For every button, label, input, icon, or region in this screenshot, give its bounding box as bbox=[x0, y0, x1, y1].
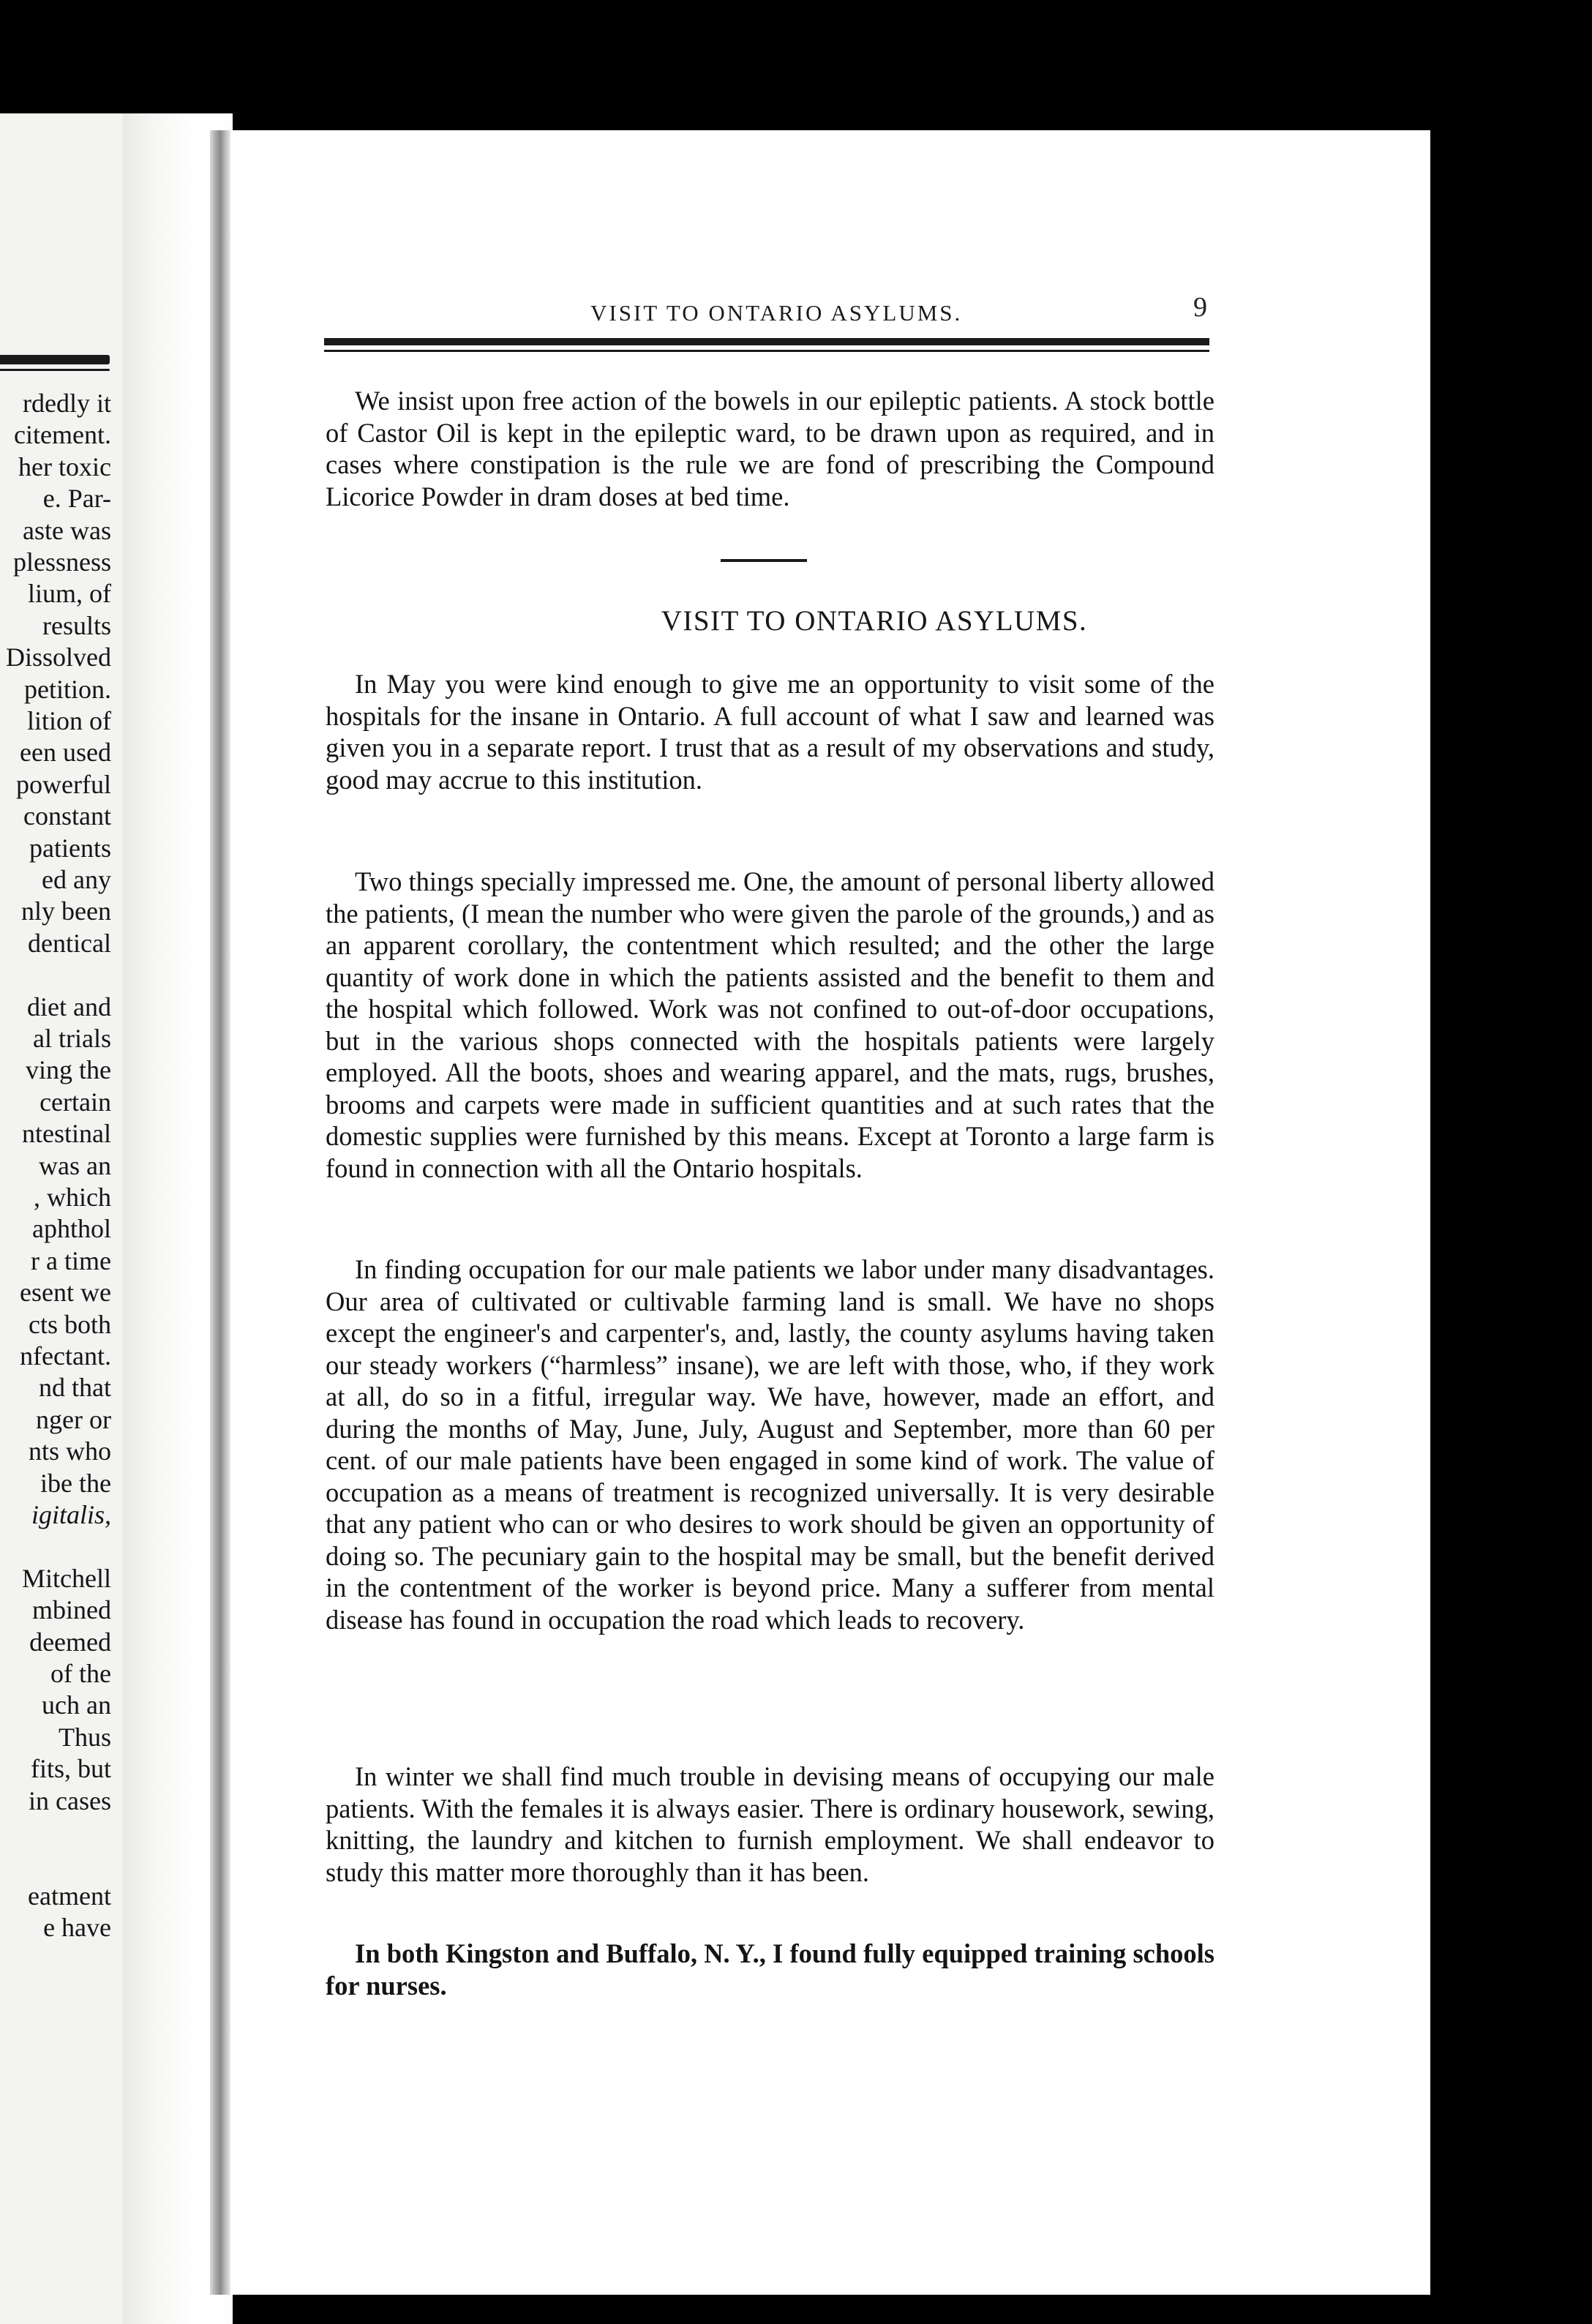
intro-paragraph: We insist upon free action of the bowels in our epileptic patients. A stock bottle of Castor Oil is kept in the epileptic ward, to be drawn upon as required, and in cases where constipation is the rule we are fond of prescribing the Compound Licorice Powder in dram doses at bed time. bbox=[326, 386, 1214, 511]
facing-page-line: uch an bbox=[42, 1690, 111, 1720]
paragraph-block-5 bbox=[326, 1938, 1214, 2001]
article-paragraph: In both Kingston and Buffalo, N. Y., I found fully equipped training schools for nurses. bbox=[326, 1938, 1214, 2001]
facing-page-line: lition of bbox=[27, 706, 111, 735]
section-heading: VISIT TO ONTARIO ASYLUMS. bbox=[661, 605, 1088, 637]
article-paragraph: In winter we shall find much trouble in devising means of occupying our male patients. With the females it is always easier. There is ordinary housework, sewing, knitting, the laundry and kitchen to furnish employment. We shall endeavor to study this matter more thoroughly than it has been. bbox=[326, 1761, 1214, 1887]
facing-page-line: was an bbox=[39, 1150, 111, 1180]
running-head-title: VISIT TO ONTARIO ASYLUMS. bbox=[590, 300, 963, 326]
facing-page-line: een used bbox=[20, 738, 111, 768]
facing-page-line: Dissolved bbox=[6, 642, 111, 672]
paragraph-block-4 bbox=[326, 1761, 1214, 1888]
facing-page-line: ntestinal bbox=[22, 1119, 111, 1149]
facing-page-line: esent we bbox=[20, 1278, 111, 1308]
facing-page-line: lium, of bbox=[28, 579, 111, 609]
facing-page-line: igitalis, bbox=[31, 1500, 111, 1529]
facing-page-line: cts both bbox=[29, 1309, 111, 1339]
facing-page-line: r a time bbox=[31, 1245, 111, 1275]
facing-page-line: citement. bbox=[14, 420, 111, 450]
section-divider bbox=[721, 559, 807, 562]
page-number: 9 bbox=[1193, 292, 1207, 323]
facing-page-header-rule-thin bbox=[0, 369, 110, 371]
book-page bbox=[230, 130, 1430, 2295]
running-head bbox=[230, 292, 1430, 329]
facing-page-line: ed any bbox=[42, 865, 111, 894]
intro-paragraph-block bbox=[326, 385, 1214, 512]
facing-page-line: mbined bbox=[32, 1595, 111, 1625]
facing-page-line: ibe the bbox=[40, 1468, 111, 1498]
facing-page-line: results bbox=[42, 610, 111, 640]
facing-page-line: rdedly it bbox=[23, 389, 111, 418]
facing-page-line: Mitchell bbox=[22, 1563, 111, 1593]
header-rule-thick bbox=[324, 338, 1209, 345]
facing-page-line: in cases bbox=[29, 1785, 111, 1815]
facing-page-line: nfectant. bbox=[20, 1341, 111, 1371]
facing-page-line: plessness bbox=[13, 547, 111, 577]
facing-page-left bbox=[0, 113, 123, 2324]
facing-page-line: e. Par- bbox=[42, 484, 111, 514]
article-paragraph: In May you were kind enough to give me an opportunity to visit some of the hospitals for the insane in Ontario. A full account of what I saw and learned was given you in a separate report. I trust that as a result of my observations and study, good may accrue to this institution. bbox=[326, 669, 1214, 795]
facing-page-line: constant bbox=[23, 801, 111, 831]
facing-page-line: e have bbox=[43, 1913, 111, 1943]
facing-page-line: deemed bbox=[29, 1627, 111, 1657]
facing-page-line: her toxic bbox=[18, 451, 111, 481]
facing-page-line: nts who bbox=[28, 1436, 111, 1466]
facing-page-line: dentical bbox=[28, 928, 111, 958]
facing-page-line: nly been bbox=[21, 896, 111, 926]
header-rule-thin bbox=[324, 350, 1209, 352]
facing-page-line: nd that bbox=[39, 1373, 111, 1403]
facing-page-line: aste was bbox=[23, 515, 111, 545]
facing-page-line: ving the bbox=[26, 1055, 111, 1085]
facing-page-line: eatment bbox=[28, 1881, 111, 1911]
facing-page-line: of the bbox=[50, 1659, 111, 1688]
facing-page-line: fits, but bbox=[30, 1754, 111, 1784]
paragraph-block-3 bbox=[326, 1253, 1214, 1635]
facing-page-line: , which bbox=[34, 1182, 111, 1212]
facing-page-line: patients bbox=[29, 833, 111, 863]
paragraph-block-1 bbox=[326, 668, 1214, 795]
article-paragraph: In finding occupation for our male patients we labor under many disadvantages. Our area of cultivated or cultivable farming land is small. We have no shops except the engineer's and carpenter's, and, lastly, the county asylums having taken our steady workers (“harmless” insane), we are left with those, who, if they work at all, do so in a fitful, irregular way. We have, however, made an effort, and during the months of May, June, July, August and September, more than 60 per cent. of our male patients have been engaged in some kind of work. The value of occupation as a means of treatment is recognized universally. It is very desirable that any patient who can or who desires to work should be given an opportunity of doing so. The pecuniary gain to the hospital may be small, but the benefit derived in the contentment of the worker is beyond price. Many a sufferer from mental disease has found in occupation the road which leads to recovery. bbox=[326, 1254, 1214, 1635]
facing-page-line: certain bbox=[40, 1087, 111, 1117]
facing-page-line: powerful bbox=[16, 769, 111, 799]
facing-page-line: al trials bbox=[33, 1024, 111, 1053]
facing-page-header-rule bbox=[0, 355, 110, 364]
facing-page-line: Thus bbox=[59, 1722, 111, 1752]
facing-page-line: aphthol bbox=[32, 1214, 111, 1244]
page-edge-shadow bbox=[210, 130, 230, 2295]
facing-page-line: nger or bbox=[36, 1404, 111, 1434]
facing-page-line: petition. bbox=[24, 674, 111, 704]
article-paragraph: Two things specially impressed me. One, the amount of personal liberty allowed the patients, (I mean the number who were given the parole of the grounds,) and as an apparent corollary, the contentment which resulted; and the other the large quantity of work done in which the patients assisted and the benefit to them and the hospital which followed. Work was not confined to out-of-door occupations, but in the various shops connected with the hospitals patients were largely employed. All the boots, shoes and wearing apparel, and the mats, rugs, brushes, brooms and carpets were made in sufficient quantities and at such rates that the domestic supplies were furnished by this means. Except at Toronto a large farm is found in connection with all the Ontario hospitals. bbox=[326, 866, 1214, 1183]
facing-page-line: diet and bbox=[27, 992, 111, 1022]
paragraph-block-2 bbox=[326, 866, 1214, 1184]
